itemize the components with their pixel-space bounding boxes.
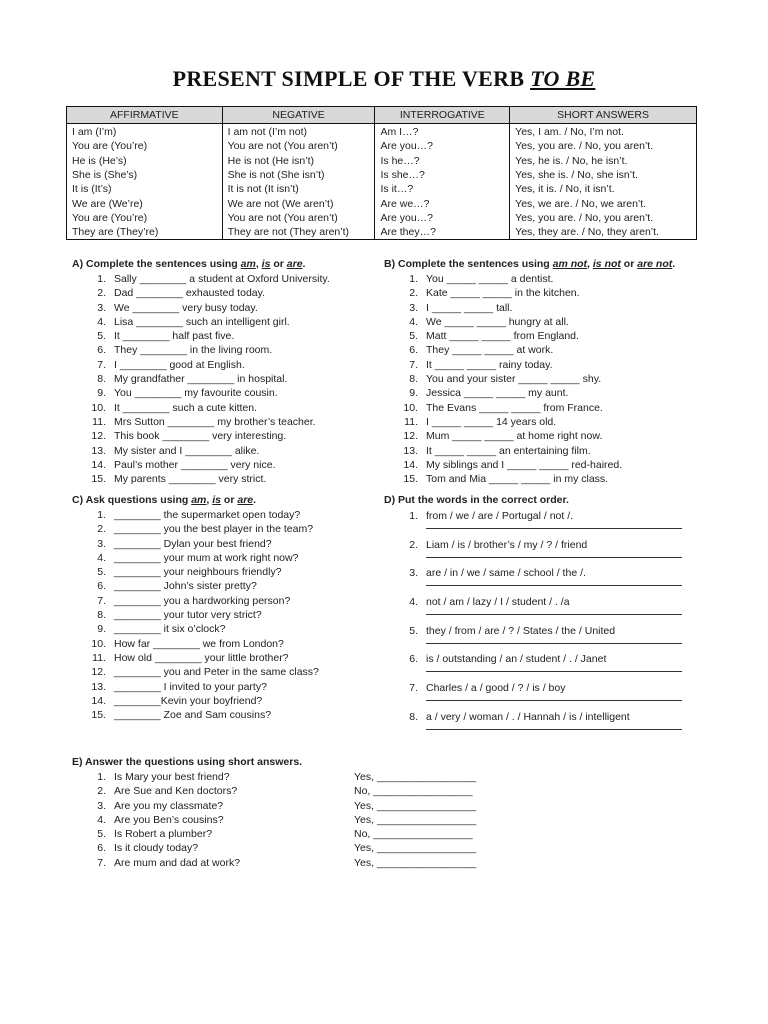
table-cell: They are (They’re) <box>67 225 223 240</box>
item-number: 1. <box>97 509 106 521</box>
item-text: ________ you a hardworking person? <box>114 594 291 607</box>
table-cell: It is not (It isn’t) <box>222 182 375 196</box>
item-number: 5. <box>409 624 418 637</box>
item-number: 10. <box>91 637 106 650</box>
table-cell: Yes, he is. / No, he isn’t. <box>510 154 697 168</box>
item-number: 7. <box>97 856 106 869</box>
item-number: 14. <box>91 694 106 707</box>
section-c <box>72 492 382 722</box>
list-item <box>384 537 704 566</box>
table-cell: You are (You’re) <box>67 139 223 153</box>
table-cell: They are not (They aren’t) <box>222 225 375 240</box>
list-item <box>72 799 532 813</box>
item-number: 4. <box>409 315 418 328</box>
list-item <box>72 537 382 551</box>
item-text: My parents ________ very strict. <box>114 473 267 486</box>
item-number: 13. <box>91 680 106 693</box>
header-interrogative: INTERROGATIVE <box>375 107 510 124</box>
item-text: Paul’s mother ________ very nice. <box>114 458 276 471</box>
list-item <box>384 272 704 286</box>
item-number: 10. <box>91 401 106 414</box>
item-number: 5. <box>97 566 106 579</box>
item-text: Sally ________ a student at Oxford University. <box>114 273 330 285</box>
list-item <box>72 637 382 651</box>
question-text: Is it cloudy today? <box>114 842 199 855</box>
item-number: 5. <box>97 828 106 841</box>
item-number: 15. <box>91 473 106 486</box>
item-text: Matt _____ _____ from England. <box>426 330 579 343</box>
section-a <box>72 256 382 486</box>
table-cell: She is (She’s) <box>67 168 223 182</box>
section-e-heading: E) Answer the questions using short answers. <box>72 756 303 768</box>
item-number: 3. <box>97 799 106 812</box>
item-text: My sister and I ________ alike. <box>114 444 260 457</box>
item-number: 6. <box>97 344 106 357</box>
item-text: ________ your mum at work right now? <box>114 551 299 564</box>
item-text: Dad ________ exhausted today. <box>114 287 266 300</box>
item-text: ________ it six o’clock? <box>114 623 226 636</box>
list-item <box>384 329 704 343</box>
item-number: 4. <box>409 596 418 609</box>
table-cell: You are not (You aren’t) <box>222 139 375 153</box>
table-cell: Are you…? <box>375 211 510 225</box>
list-item <box>384 315 704 329</box>
table-row <box>67 124 697 140</box>
item-text: It _____ _____ rainy today. <box>426 358 553 371</box>
table-cell: We are (We’re) <box>67 196 223 210</box>
list-item <box>384 594 704 623</box>
item-text: We ________ very busy today. <box>114 301 258 314</box>
list-item <box>72 841 532 855</box>
section-b-heading: B) Complete the sentences using am not, is not or are not. <box>384 258 676 270</box>
item-number: 15. <box>91 709 106 722</box>
question-text: Are mum and dad at work? <box>114 856 241 869</box>
item-number: 5. <box>97 330 106 343</box>
table-cell: He is not (He isn’t) <box>222 154 375 168</box>
item-number: 12. <box>403 430 418 443</box>
list-item <box>72 315 382 329</box>
table-cell: She is not (She isn’t) <box>222 168 375 182</box>
item-number: 6. <box>97 842 106 855</box>
item-number: 8. <box>97 373 106 386</box>
item-number: 2. <box>97 287 106 300</box>
table-cell: You are not (You aren’t) <box>222 211 375 225</box>
header-short-answers: SHORT ANSWERS <box>510 107 697 124</box>
item-text: ________ you the best player in the team? <box>114 523 314 536</box>
list-item <box>72 301 382 315</box>
item-number: 2. <box>97 523 106 536</box>
question-text: Are Sue and Ken doctors? <box>114 785 238 798</box>
list-item <box>72 813 532 827</box>
item-text: ________ Dylan your best friend? <box>114 537 272 550</box>
list-item <box>72 594 382 608</box>
item-text: Charles / a / good / ? / is / boy <box>426 682 566 695</box>
question-text: Are you my classmate? <box>114 799 224 812</box>
header-negative: NEGATIVE <box>222 107 375 124</box>
item-text: ________Kevin your boyfriend? <box>114 694 263 707</box>
item-text: I _____ _____ tall. <box>426 301 513 314</box>
section-a-list <box>72 272 382 486</box>
answer-blank[interactable]: Yes, _________________ <box>354 771 477 783</box>
section-d <box>384 492 704 738</box>
item-text: I _____ _____ 14 years old. <box>426 415 557 428</box>
item-number: 12. <box>91 430 106 443</box>
list-item <box>72 665 382 679</box>
answer-line[interactable] <box>426 700 682 701</box>
answer-blank[interactable]: Yes, _________________ <box>354 856 477 869</box>
section-a-heading: A) Complete the sentences using am, is or are. <box>72 258 306 270</box>
table-row <box>67 182 697 196</box>
list-item <box>72 651 382 665</box>
item-text: Kate _____ _____ in the kitchen. <box>426 287 580 300</box>
table-cell: Are you…? <box>375 139 510 153</box>
table-cell: He is (He’s) <box>67 154 223 168</box>
item-text: ________ you and Peter in the same class? <box>114 666 319 679</box>
item-number: 1. <box>97 771 106 783</box>
item-text: How far ________ we from London? <box>114 637 284 650</box>
item-number: 6. <box>409 344 418 357</box>
list-item <box>72 358 382 372</box>
section-b <box>384 256 704 486</box>
item-number: 3. <box>409 301 418 314</box>
table-cell: Is she…? <box>375 168 510 182</box>
list-item <box>384 444 704 458</box>
item-text: ________ I invited to your party? <box>114 680 267 693</box>
list-item <box>384 429 704 443</box>
item-text: We _____ _____ hungry at all. <box>426 315 569 328</box>
item-text: It ________ such a cute kitten. <box>114 401 258 414</box>
item-text: they / from / are / ? / States / the / United <box>426 624 616 637</box>
list-item <box>384 372 704 386</box>
answer-line[interactable] <box>426 528 682 529</box>
list-item <box>72 429 382 443</box>
list-item <box>72 856 532 870</box>
list-item <box>72 770 532 784</box>
item-text: The Evans _____ _____ from France. <box>426 401 603 414</box>
item-number: 11. <box>92 651 106 664</box>
item-text: They ________ in the living room. <box>114 344 273 357</box>
list-item <box>384 301 704 315</box>
list-item <box>72 458 382 472</box>
item-text: My grandfather ________ in hospital. <box>114 373 288 386</box>
list-item <box>72 372 382 386</box>
item-number: 3. <box>97 537 106 550</box>
item-text: Jessica _____ _____ my aunt. <box>426 387 569 400</box>
item-number: 7. <box>97 594 106 607</box>
item-text: Tom and Mia _____ _____ in my class. <box>426 473 609 486</box>
item-number: 8. <box>409 373 418 386</box>
table-cell: I am not (I’m not) <box>222 124 375 140</box>
list-item <box>384 680 704 709</box>
answer-blank[interactable]: Yes, _________________ <box>354 799 477 812</box>
item-number: 7. <box>409 682 418 695</box>
item-text: not / am / lazy / I / student / . /a <box>426 596 570 609</box>
list-item <box>384 386 704 400</box>
item-text: You _____ _____ a dentist. <box>426 273 554 285</box>
list-item <box>72 579 382 593</box>
item-number: 8. <box>97 609 106 622</box>
table-cell: Yes, she is. / No, she isn’t. <box>510 168 697 182</box>
item-number: 1. <box>409 273 418 285</box>
item-number: 2. <box>409 538 418 551</box>
item-text: You and your sister _____ _____ shy. <box>426 373 602 386</box>
answer-line[interactable] <box>426 729 682 730</box>
list-item <box>384 343 704 357</box>
table-cell: You are (You’re) <box>67 211 223 225</box>
section-c-list <box>72 508 382 722</box>
title-main: PRESENT SIMPLE OF THE VERB <box>172 66 531 91</box>
list-item <box>72 608 382 622</box>
table-cell: Yes, you are. / No, you aren’t. <box>510 211 697 225</box>
section-d-list <box>384 508 704 738</box>
title-emphasis: TO BE <box>530 66 596 91</box>
item-number: 14. <box>91 458 106 471</box>
item-number: 1. <box>409 510 418 522</box>
answer-line[interactable] <box>426 557 682 558</box>
list-item <box>72 329 382 343</box>
list-item <box>384 472 704 486</box>
table-cell: Yes, you are. / No, you aren’t. <box>510 139 697 153</box>
section-e-list <box>72 770 532 870</box>
page-title <box>0 66 768 92</box>
table-row <box>67 211 697 225</box>
item-text: is / outstanding / an / student / . / Janet <box>426 653 607 666</box>
item-text: It _____ _____ an entertaining film. <box>426 444 591 457</box>
list-item <box>384 286 704 300</box>
item-number: 11. <box>404 415 418 428</box>
answer-blank[interactable]: No, _________________ <box>354 785 473 798</box>
question-text: Are you Ben’s cousins? <box>114 813 224 826</box>
answer-line[interactable] <box>426 614 682 615</box>
list-item <box>384 458 704 472</box>
item-text: a / very / woman / . / Hannah / is / intelligent <box>426 710 630 723</box>
table-cell: Is it…? <box>375 182 510 196</box>
item-number: 15. <box>403 473 418 486</box>
table-row <box>67 154 697 168</box>
table-row <box>67 225 697 240</box>
answer-line[interactable] <box>426 585 682 586</box>
table-row <box>67 139 697 153</box>
item-number: 2. <box>97 785 106 798</box>
list-item <box>72 386 382 400</box>
item-number: 14. <box>403 458 418 471</box>
table-cell: It is (It’s) <box>67 182 223 196</box>
list-item <box>72 784 532 798</box>
list-item <box>384 565 704 594</box>
list-item <box>72 286 382 300</box>
list-item <box>72 415 382 429</box>
item-number: 12. <box>91 666 106 679</box>
item-number: 2. <box>409 287 418 300</box>
header-affirmative: AFFIRMATIVE <box>67 107 223 124</box>
list-item <box>72 508 382 522</box>
section-c-heading: C) Ask questions using am, is or are. <box>72 494 257 506</box>
list-item <box>384 415 704 429</box>
table-cell: Am I…? <box>375 124 510 140</box>
list-item <box>384 401 704 415</box>
item-text: How old ________ your little brother? <box>114 651 289 664</box>
table-cell: Are we…? <box>375 196 510 210</box>
list-item <box>72 444 382 458</box>
section-d-heading: D) Put the words in the correct order. <box>384 494 569 506</box>
list-item <box>72 551 382 565</box>
table-cell: Yes, it is. / No, it isn’t. <box>510 182 697 196</box>
list-item <box>72 694 382 708</box>
item-number: 9. <box>409 387 418 400</box>
item-text: They _____ _____ at work. <box>426 344 554 357</box>
question-text: Is Robert a plumber? <box>114 828 213 841</box>
list-item <box>384 709 704 738</box>
list-item <box>72 622 382 636</box>
item-number: 9. <box>97 387 106 400</box>
item-text: You ________ my favourite cousin. <box>114 387 278 400</box>
table-cell: I am (I’m) <box>67 124 223 140</box>
item-number: 4. <box>97 315 106 328</box>
table-header-row <box>67 107 697 124</box>
list-item <box>72 565 382 579</box>
list-item <box>384 623 704 652</box>
table-cell: Are they…? <box>375 225 510 240</box>
list-item <box>72 827 532 841</box>
item-number: 3. <box>97 301 106 314</box>
item-text: from / we / are / Portugal / not /. <box>426 510 574 522</box>
item-text: My siblings and I _____ _____ red-haired. <box>426 458 623 471</box>
item-text: It ________ half past five. <box>114 330 235 343</box>
section-b-list <box>384 272 704 486</box>
list-item <box>72 343 382 357</box>
list-item <box>384 508 704 537</box>
item-text: ________ John’s sister pretty? <box>114 580 257 593</box>
table-cell: We are not (We aren’t) <box>222 196 375 210</box>
item-number: 4. <box>97 551 106 564</box>
table-cell: Is he…? <box>375 154 510 168</box>
list-item <box>72 522 382 536</box>
item-number: 11. <box>92 415 106 428</box>
item-number: 6. <box>97 580 106 593</box>
table-body <box>67 124 697 240</box>
item-number: 7. <box>97 358 106 371</box>
list-item <box>72 680 382 694</box>
table-cell: Yes, we are. / No, we aren’t. <box>510 196 697 210</box>
item-number: 3. <box>409 567 418 580</box>
answer-blank[interactable]: Yes, _________________ <box>354 813 477 826</box>
item-number: 4. <box>97 813 106 826</box>
item-number: 13. <box>403 444 418 457</box>
answer-line[interactable] <box>426 643 682 644</box>
item-number: 9. <box>97 623 106 636</box>
item-number: 1. <box>97 273 106 285</box>
answer-blank[interactable]: No, _________________ <box>354 828 473 841</box>
item-text: Liam / is / brother’s / my / ? / friend <box>426 538 588 551</box>
section-e <box>72 754 532 870</box>
item-text: Mum _____ _____ at home right now. <box>426 430 603 443</box>
item-text: ________ the supermarket open today? <box>114 509 301 521</box>
item-number: 7. <box>409 358 418 371</box>
item-text: Lisa ________ such an intelligent girl. <box>114 315 290 328</box>
item-number: 5. <box>409 330 418 343</box>
item-text: This book ________ very interesting. <box>114 430 287 443</box>
item-text: ________ your neighbours friendly? <box>114 566 282 579</box>
list-item <box>72 708 382 722</box>
list-item <box>72 401 382 415</box>
item-text: I ________ good at English. <box>114 358 245 371</box>
item-number: 10. <box>403 401 418 414</box>
item-text: ________ Zoe and Sam cousins? <box>114 709 272 722</box>
item-text: are / in / we / same / school / the /. <box>426 567 586 580</box>
list-item <box>384 358 704 372</box>
list-item <box>72 472 382 486</box>
list-item <box>72 272 382 286</box>
item-number: 8. <box>409 710 418 723</box>
item-number: 13. <box>91 444 106 457</box>
answer-blank[interactable]: Yes, _________________ <box>354 842 477 855</box>
table-cell: Yes, they are. / No, they aren’t. <box>510 225 697 240</box>
question-text: Is Mary your best friend? <box>114 771 230 783</box>
item-text: Mrs Sutton ________ my brother’s teacher. <box>114 415 316 428</box>
table-cell: Yes, I am. / No, I’m not. <box>510 124 697 140</box>
item-text: ________ your tutor very strict? <box>114 609 262 622</box>
table-row <box>67 196 697 210</box>
answer-line[interactable] <box>426 671 682 672</box>
conjugation-table <box>66 106 697 240</box>
item-number: 6. <box>409 653 418 666</box>
table-row <box>67 168 697 182</box>
list-item <box>384 651 704 680</box>
